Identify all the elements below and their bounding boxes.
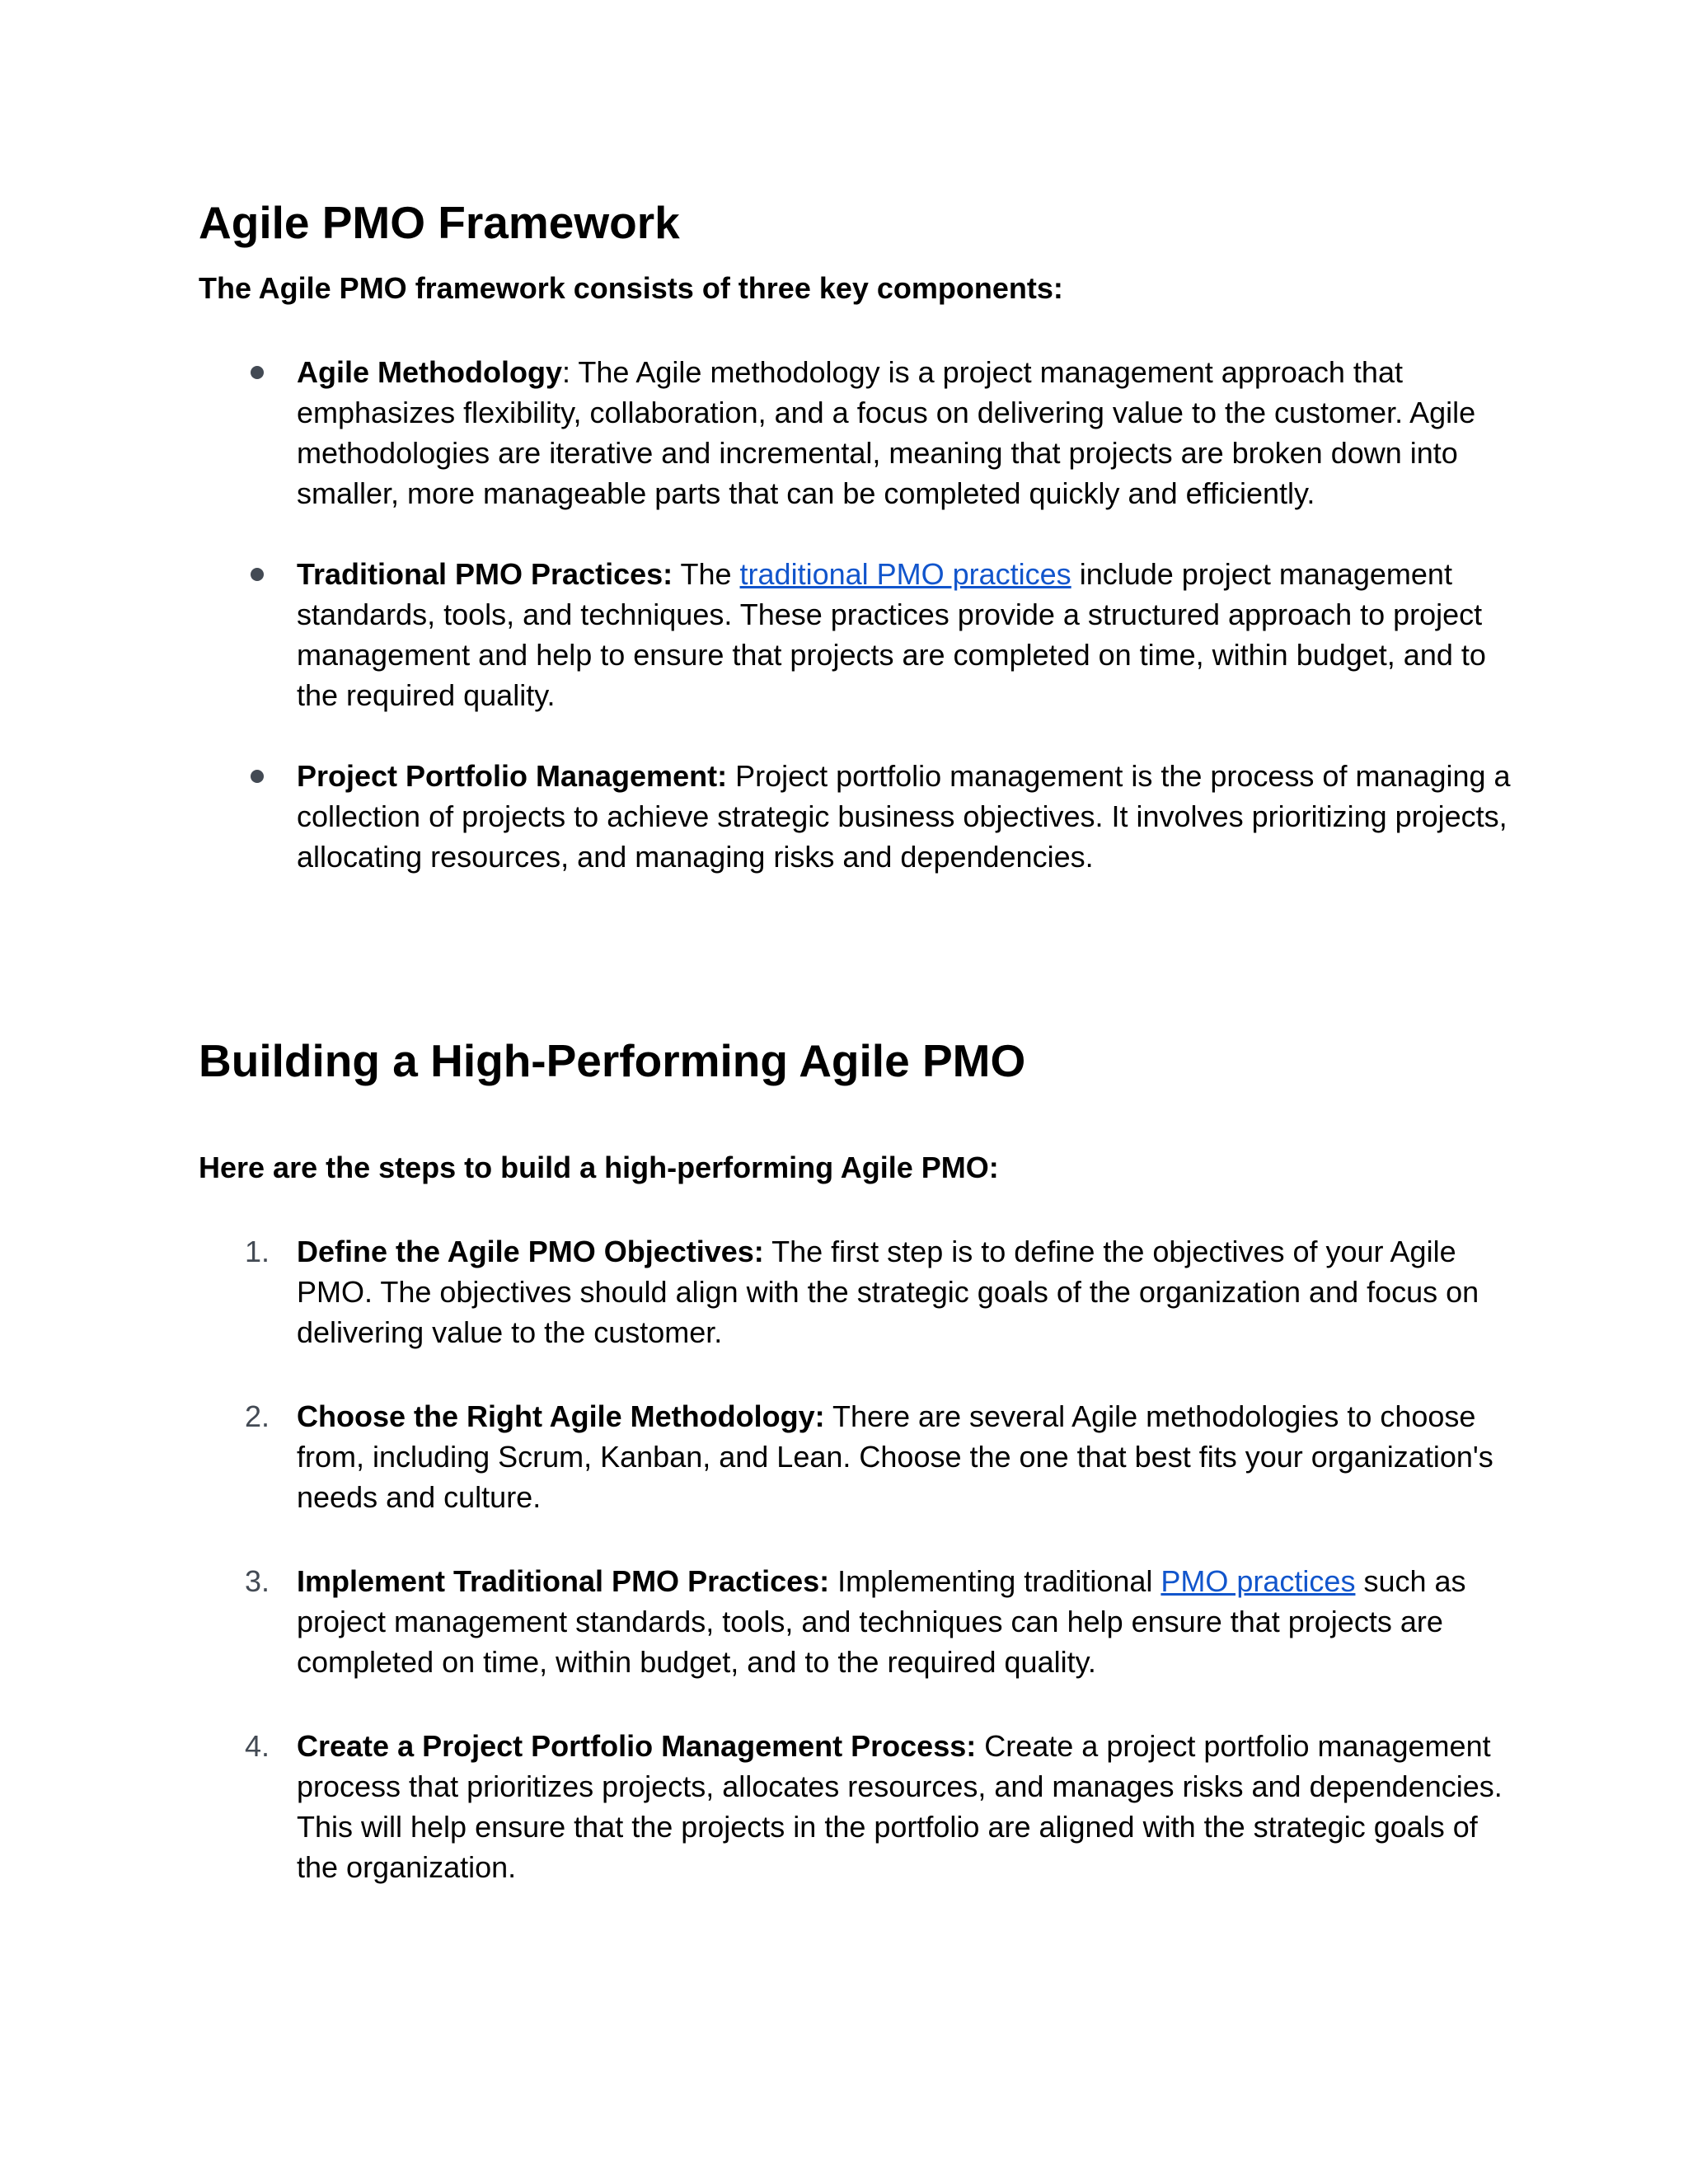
bullet-dot-icon [251, 366, 264, 379]
numbered-text [297, 1396, 1517, 1517]
list-number: 1. [245, 1235, 270, 1268]
list-number: 3. [245, 1564, 270, 1598]
bullet-dot-icon [251, 770, 264, 783]
numbered-description: There are several Agile methodologies to choose from, including Scrum, Kanban, and Lean. Choose the one that best fits your organization's needs and culture. [297, 1399, 1493, 1514]
bullet-term: Traditional PMO Practices: [297, 557, 673, 591]
traditional-pmo-practices-link[interactable]: traditional PMO practices [739, 557, 1071, 591]
numbered-description-after: such as project management standards, tools, and techniques can help ensure that projects are completed on time, within budget, and to the required quality. [297, 1564, 1466, 1679]
bullet-description-before: The [673, 557, 740, 591]
numbered-description-before: Implementing traditional [829, 1564, 1161, 1598]
section-intro: The Agile PMO framework consists of three key components: [199, 271, 1063, 305]
numbered-text [297, 1231, 1517, 1352]
bullet-description-after: include project management standards, tools, and techniques. These practices provide a structured approach to project management and help to ensure that projects are completed on time, within budget, and to the required quality. [297, 557, 1486, 712]
numbered-text [297, 1561, 1517, 1682]
numbered-term: Choose the Right Agile Methodology: [297, 1399, 825, 1433]
bullet-dot-icon [251, 568, 264, 581]
bullet-description: The Agile methodology is a project management approach that emphasizes flexibility, collaboration, and a focus on delivering value to the customer. Agile methodologies are iterative and incremental, meaning that projects are broken down into smaller, more manageable parts that can be completed quickly and efficiently. [297, 355, 1476, 510]
section-intro: Here are the steps to build a high-performing Agile PMO: [199, 1151, 999, 1184]
list-number: 2. [245, 1399, 270, 1433]
bullet-separator: : [561, 355, 579, 389]
section-heading-building-agile-pmo: Building a High-Performing Agile PMO [199, 1035, 1026, 1086]
bullet-term: Project Portfolio Management: [297, 759, 728, 793]
numbered-description: The first step is to define the objectives of your Agile PMO. The objectives should align with the strategic goals of the organization and focus on delivering value to the customer. [297, 1235, 1479, 1349]
section-heading-agile-pmo-framework: Agile PMO Framework [199, 197, 680, 248]
pmo-practices-link[interactable]: PMO practices [1160, 1564, 1356, 1598]
bullet-text [297, 756, 1517, 877]
bullet-text [297, 554, 1517, 715]
numbered-term: Create a Project Portfolio Management Process: [297, 1729, 977, 1763]
bullet-text [297, 352, 1517, 513]
numbered-text [297, 1726, 1517, 1887]
numbered-term: Implement Traditional PMO Practices: [297, 1564, 830, 1598]
bullet-term: Agile Methodology [297, 355, 562, 389]
list-number: 4. [245, 1729, 270, 1763]
numbered-description: Create a project portfolio management process that prioritizes projects, allocates resources, and manages risks and dependencies. This will help ensure that the projects in the portfolio are aligned with the strategic goals of the organization. [297, 1729, 1503, 1884]
numbered-term: Define the Agile PMO Objectives: [297, 1235, 764, 1268]
bullet-description: Project portfolio management is the process of managing a collection of projects to achieve strategic business objectives. It involves prioritizing projects, allocating resources, and managing risks and dependencies. [297, 759, 1511, 874]
